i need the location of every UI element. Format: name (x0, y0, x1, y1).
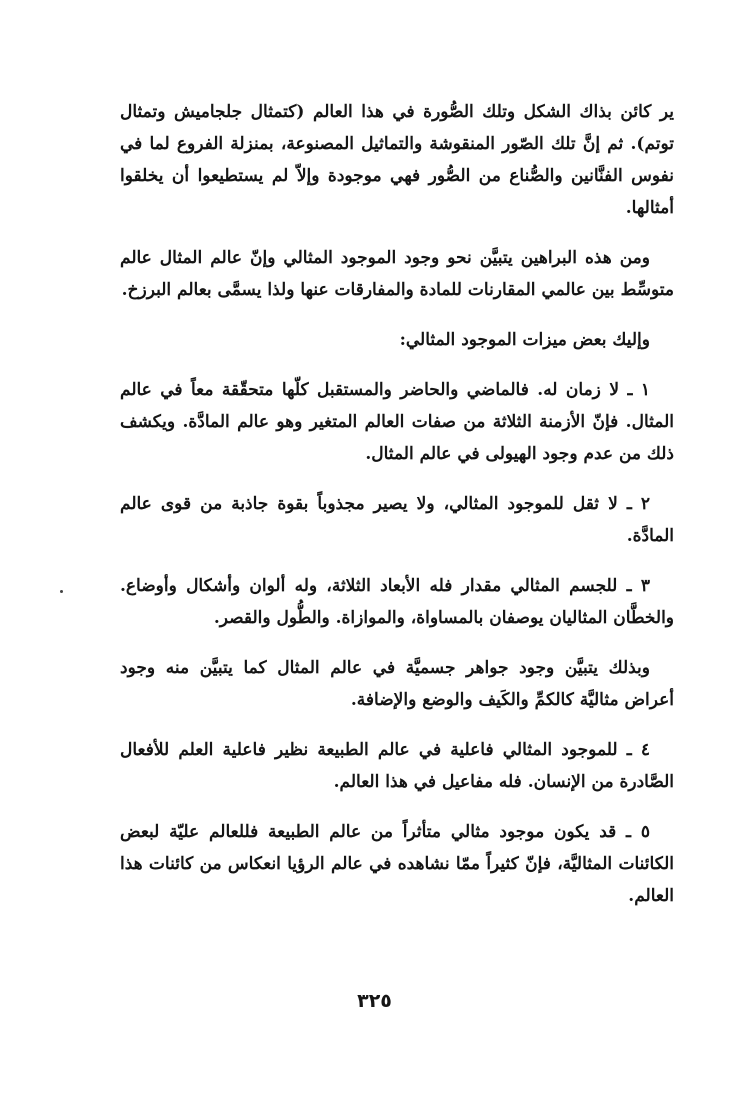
paragraph-barzakh: ومن هذه البراهين يتبيَّن نحو وجود الموجود المثالي وإنّ عالم المثال عالم متوسِّط بين عالمي المقارنات للمادة والمفارقات عنها ولذا يسمَّى بعالم البرزخ. (120, 248, 674, 300)
paragraph-intro-continuation: ير كائن بذاك الشكل وتلك الصُّورة في هذا العالم (كتمثال جلجاميش وتمثال توتم). ثم إنَّ تلك الصّور المنقوشة والتماثيل المصنوعة، بمنزلة الفروع لما في نفوس الفنَّانين والصُّناع من الصُّور فهي موجودة وإلاّ لم يستطيعوا أن يخلقوا أمثالها. (120, 102, 675, 218)
paragraph-feature-3: ٣ ـ للجسم المثالي مقدار فله الأبعاد الثلاثة، وله ألوان وأشكال وأوضاع. والخطَّان المثاليان يوصفان بالمساواة، والموازاة. والطُّول والقصر. (120, 576, 674, 628)
page-number: ٣٢٥ (357, 990, 392, 1012)
paragraph-feature-1: ١ ـ لا زمان له. فالماضي والحاضر والمستقبل كلّها متحقّقة معاً في عالم المثال. فإنّ الأزمنة الثلاثة من صفات العالم المتغير وهو عالم المادَّة. ويكشف ذلك من عدم وجود الهيولى في عالم المثال. (120, 380, 674, 464)
paragraph-feature-2: ٢ ـ لا ثقل للموجود المثالي، ولا يصير مجذوباً بقوة جاذبة من قوى عالم المادَّة. (120, 494, 674, 546)
paragraph-feature-4: ٤ ـ للموجود المثالي فاعلية في عالم الطبيعة نظير فاعلية العلم للأفعال الصَّادرة من الإنسان. فله مفاعيل في هذا العالم. (120, 740, 674, 792)
paragraph-feature-5: ٥ ـ قد يكون موجود مثالي متأثراً من عالم الطبيعة فللعالم عليّة لبعض الكائنات المثاليَّة، فإنّ كثيراً ممّا نشاهده في عالم الرؤيا انعكاس من كائنات هذا العالم. (120, 822, 674, 906)
body-text (120, 96, 674, 930)
scan-speck (60, 590, 63, 593)
paragraph-feature-3-note: وبذلك يتبيَّن وجود جواهر جسميَّة في عالم المثال كما يتبيَّن منه وجود أعراض مثاليَّة كالكمِّ والكَيف والوضع والإضافة. (120, 658, 674, 710)
paragraph-features-heading: وإليك بعض ميزات الموجود المثالي: (399, 330, 650, 350)
